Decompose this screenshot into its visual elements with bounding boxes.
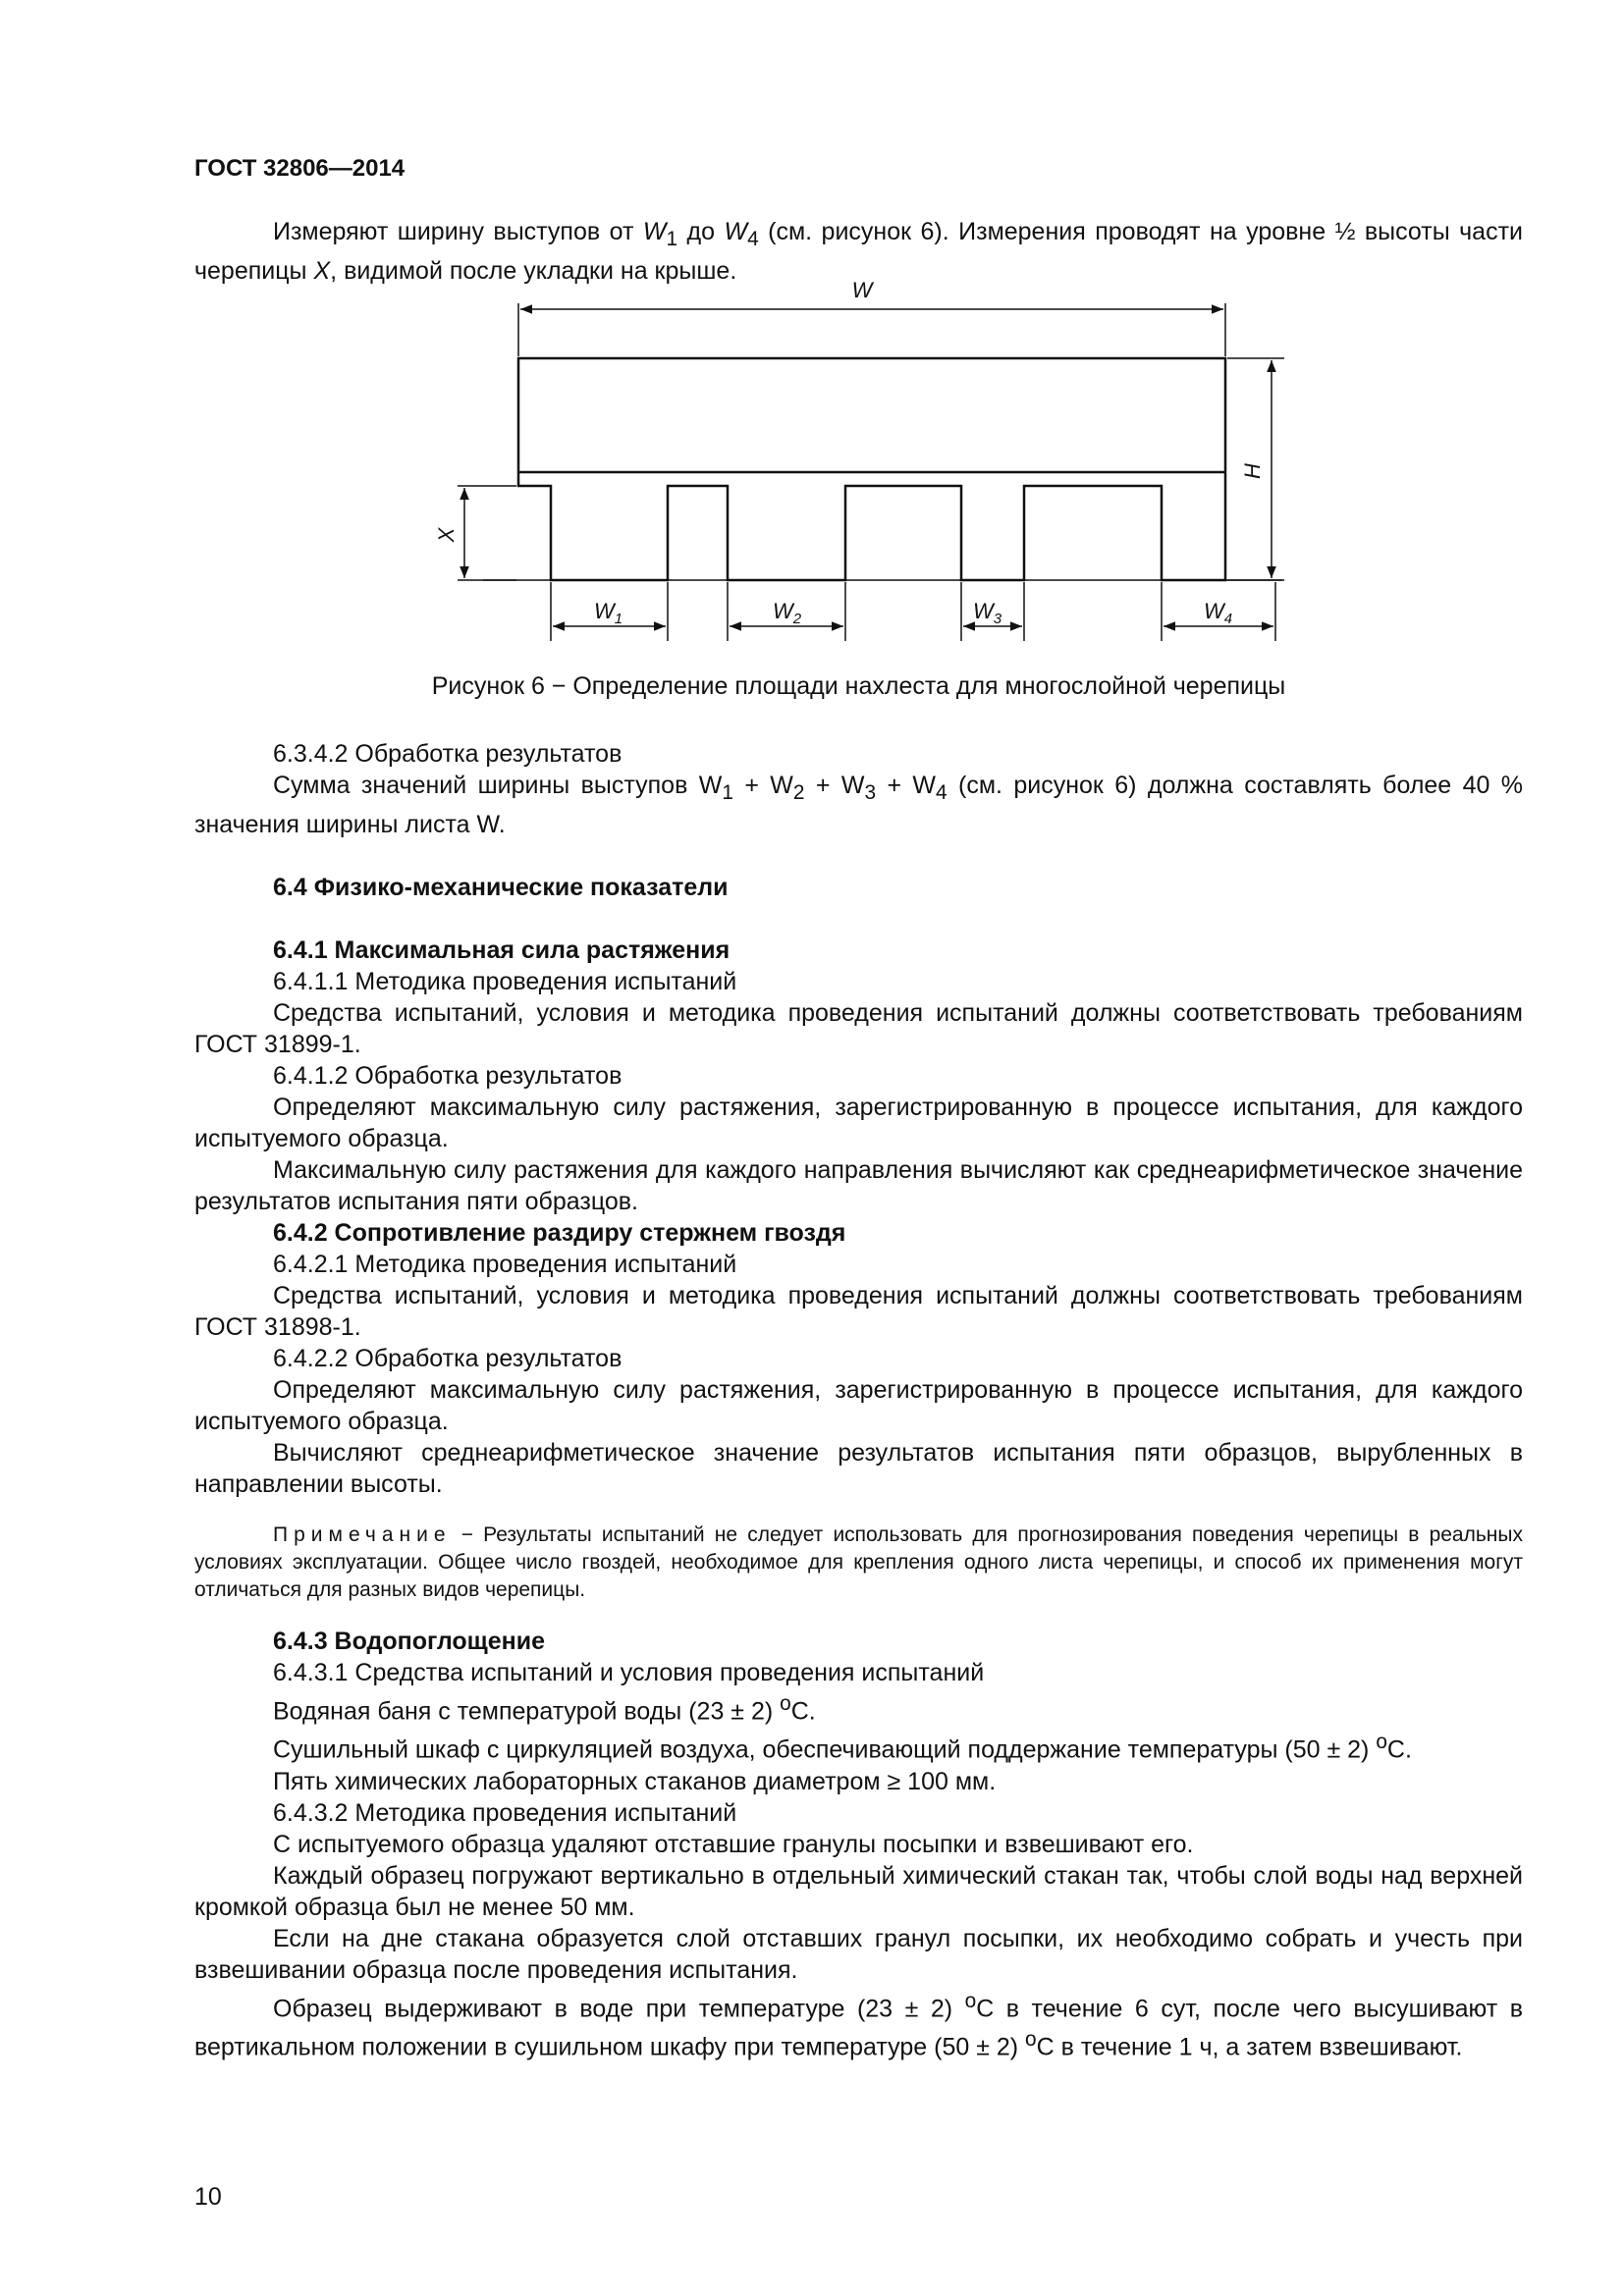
- note-label: Примечание: [273, 1523, 452, 1546]
- intro-paragraph: [194, 216, 1523, 287]
- intro-block: [194, 216, 1523, 287]
- note: [194, 1522, 1523, 1604]
- sub-w3: 3: [864, 781, 877, 804]
- s6421-text: Средства испытаний, условия и методика проведения испытаний должны соответствовать требованиям ГОСТ 31898-1.: [194, 1282, 1523, 1341]
- label-h: H: [1240, 463, 1265, 479]
- s6422-title: 6.4.2.2 Обработка результатов: [273, 1345, 623, 1372]
- label-w: W: [851, 278, 873, 302]
- s6411-title: 6.4.1.1 Методика проведения испытаний: [273, 968, 737, 995]
- label-w2: $W_2$: [773, 599, 802, 627]
- s6421-title: 6.4.2.1 Методика проведения испытаний: [273, 1251, 737, 1278]
- w-symbol: W: [642, 218, 667, 245]
- s6412-title: 6.4.1.2 Обработка результатов: [273, 1062, 623, 1090]
- s6422-text-2: Вычисляют среднеарифметическое значение результатов испытания пяти образцов, вырубленных в направлении высоты.: [194, 1439, 1523, 1498]
- sub-4: 4: [747, 228, 759, 250]
- intro-text-d: , видимой после укладки на крыше.: [330, 257, 737, 285]
- s6431-text-1a: Водяная баня с температурой воды (23 ± 2): [273, 1697, 781, 1726]
- plus-w: + W: [732, 772, 793, 799]
- s6411-text: Средства испытаний, условия и методика проведения испытаний должны соответствовать требованиям ГОСТ 31899-1.: [194, 999, 1523, 1058]
- degree-sign: o: [1376, 1731, 1387, 1754]
- degree-sign: o: [964, 1989, 977, 2012]
- s6432-title: 6.4.3.2 Методика проведения испытаний: [273, 1798, 737, 1827]
- figure-6-diagram: [432, 278, 1296, 641]
- s6432-text-4b: С в течение 6 сут, после чего высушивают в вертикальном положении в сушильном шкафу при температуре (50 ± 2): [194, 1994, 1523, 2061]
- s642-heading: 6.4.2 Сопротивление раздиру стержнем гвоздя: [273, 1219, 846, 1247]
- page-number: 10: [194, 2183, 222, 2211]
- x-symbol: X: [313, 257, 331, 285]
- s6432-text-4a: Образец выдерживают в воде при температуре (23 ± 2): [273, 1994, 965, 2022]
- degree-sign: o: [780, 1692, 791, 1715]
- s6342-paragraph: [194, 770, 1523, 840]
- s6342-text-b: (см. рисунок 6) должна составлять более 40 % значения ширины листа W.: [194, 772, 1524, 838]
- s6412-text-1: Определяют максимальную силу растяжения, зарегистрированную в процессе испытания, для каждого испытуемого образца.: [194, 1094, 1523, 1152]
- s6431-text-3: Пять химических лабораторных стаканов диаметром ≥ 100 мм.: [273, 1767, 997, 1795]
- main-body: [194, 738, 1523, 2062]
- note-text: − Результаты испытаний не следует использовать для прогнозирования поведения черепицы в реальных условиях эксплуатации. Общее число гвоздей, необходимое для крепления одного листа черепицы, и способ их применения могут отличаться для разных видов черепицы.: [194, 1523, 1523, 1601]
- s6432-text-3: Если на дне стакана образуется слой отставших гранул посыпки, их необходимо собрать и учесть при взвешивании образца после проведения испытания.: [194, 1924, 1523, 1984]
- s6431-title: 6.4.3.1 Средства испытаний и условия проведения испытаний: [273, 1659, 985, 1686]
- sub-w2: 2: [792, 781, 805, 804]
- s6342-text-a: Сумма значений ширины выступов W: [273, 772, 723, 799]
- s643-heading: 6.4.3 Водопоглощение: [273, 1628, 546, 1655]
- sub-1: 1: [666, 228, 678, 250]
- degree-sign: o: [1025, 2027, 1037, 2051]
- celsius-c: С.: [790, 1697, 816, 1726]
- s641-heading: 6.4.1 Максимальная сила растяжения: [273, 936, 731, 964]
- celsius-c: С.: [1386, 1735, 1412, 1764]
- s6432-text-1: С испытуемого образца удаляют отставшие гранулы посыпки и взвешивают его.: [273, 1830, 1194, 1858]
- s6431-text-2a: Сушильный шкаф с циркуляцией воздуха, обеспечивающий поддержание температуры (50 ± 2): [273, 1735, 1377, 1764]
- s6431-text-2: [194, 1727, 1523, 1765]
- s6432-text-4c: С в течение 1 ч, а затем взвешивают.: [1036, 2033, 1463, 2061]
- s6412-text-2: Максимальную силу растяжения для каждого направления вычисляют как среднеарифметическое значение результатов испытания пяти образцов.: [194, 1156, 1523, 1215]
- label-w3: $W_3$: [973, 599, 1002, 627]
- plus-w: + W: [804, 772, 865, 799]
- s6342-title: 6.3.4.2 Обработка результатов: [273, 740, 623, 768]
- intro-text-c: (см. рисунок 6). Измерения проводят на уровне ½ высоты части черепицы: [194, 218, 1523, 285]
- sub-w1: 1: [722, 781, 733, 804]
- s6422-text-1: Определяют максимальную силу растяжения, зарегистрированную в процессе испытания, для каждого испытуемого образца.: [194, 1376, 1523, 1435]
- w-symbol: W: [724, 218, 748, 245]
- label-w1: $W_1$: [594, 599, 623, 627]
- s6432-text-4: [194, 1986, 1523, 2063]
- figure-caption: Рисунок 6 − Определение площади нахлеста для многослойной черепицы: [431, 672, 1286, 700]
- s6432-text-2: Каждый образец погружают вертикально в отдельный химический стакан так, чтобы слой воды над верхней кромкой образца был не менее 50 мм.: [194, 1861, 1523, 1921]
- document-header: ГОСТ 32806—2014: [194, 155, 406, 182]
- intro-text-a: Измеряют ширину выступов от: [273, 218, 643, 245]
- label-x: X: [434, 527, 459, 543]
- sub-w4: 4: [936, 781, 947, 804]
- s6431-text-1: [194, 1688, 1523, 1727]
- intro-text-b: до: [677, 218, 725, 245]
- s64-heading: 6.4 Физико-механические показатели: [273, 874, 729, 901]
- label-w4: $W_4$: [1204, 599, 1233, 627]
- sheet-outline: [518, 358, 1225, 580]
- plus-w: + W: [876, 772, 937, 799]
